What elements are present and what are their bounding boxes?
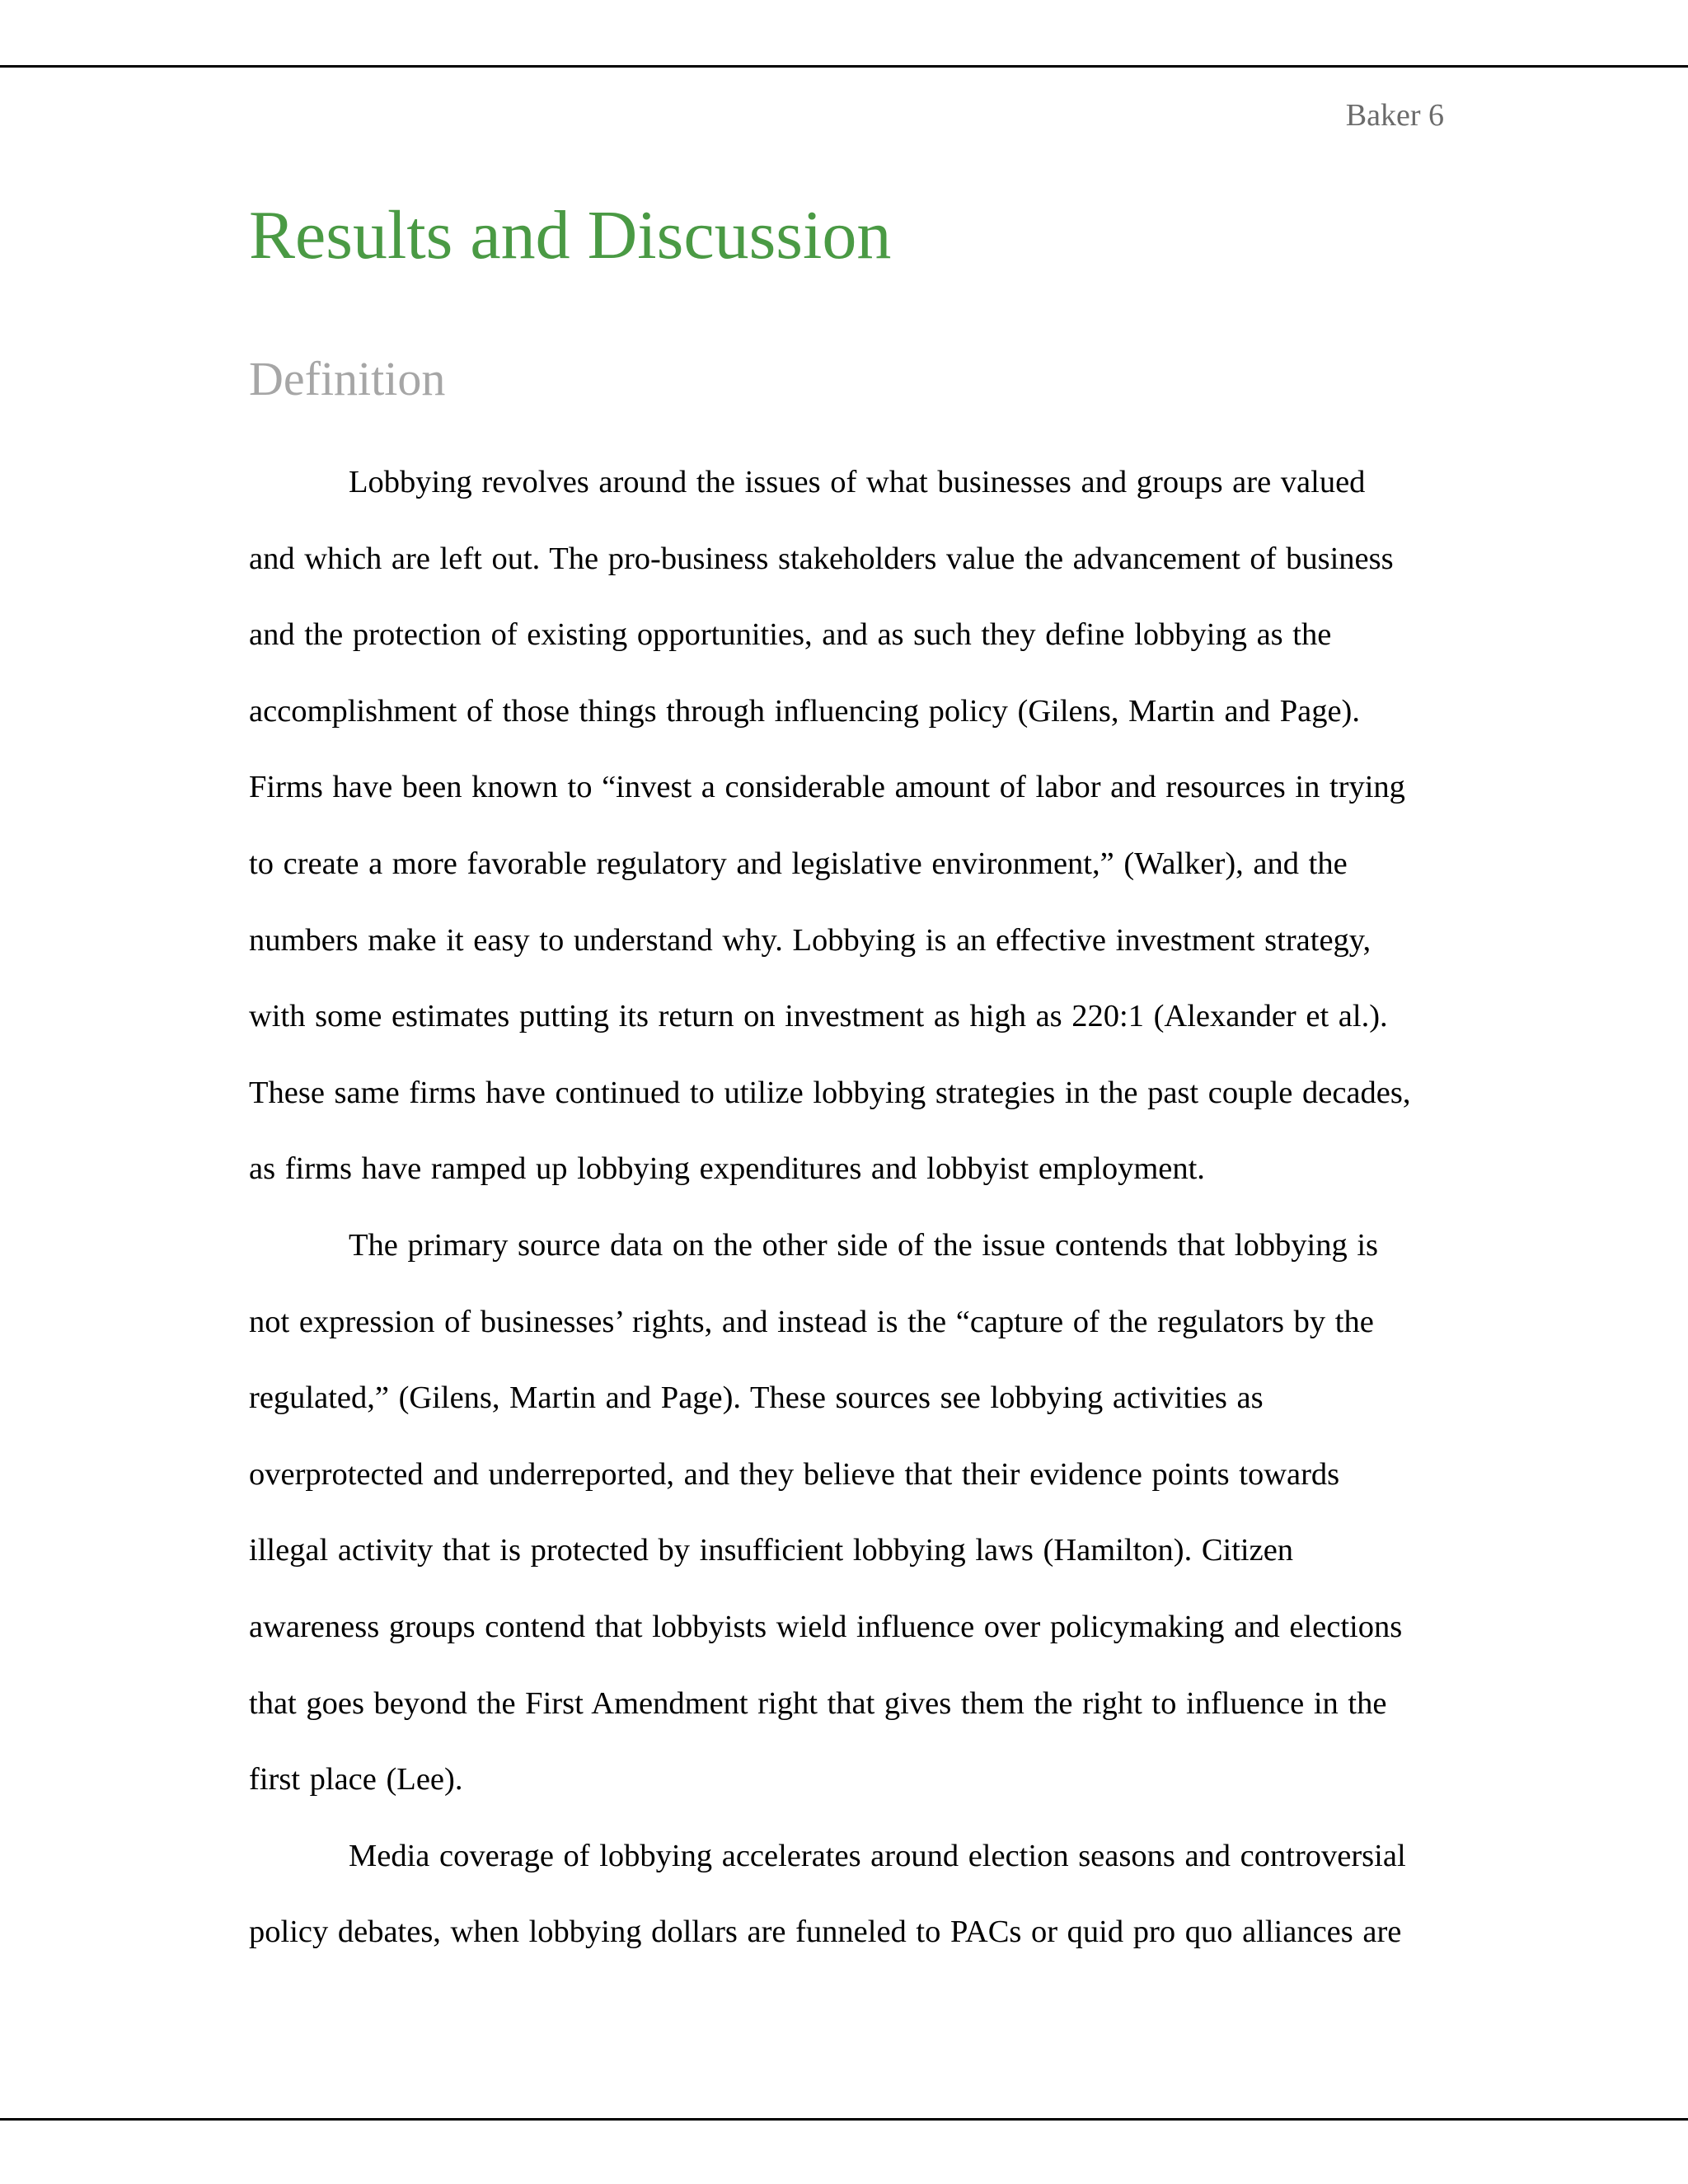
paragraph-line: Lobbying revolves around the issues of what businesses and groups are valued — [349, 465, 1366, 499]
paragraph-line: regulated,” (Gilens, Martin and Page). These sources see lobbying activities as — [249, 1380, 1264, 1416]
paragraph-line: that goes beyond the First Amendment right that gives them the right to influence in the — [249, 1685, 1387, 1721]
page-bottom-rule — [0, 2118, 1688, 2121]
section-title: Results and Discussion — [249, 197, 892, 274]
paragraph-2 — [249, 1225, 1444, 1835]
paragraph-line: overprotected and underreported, and they believe that their evidence points towards — [249, 1456, 1340, 1492]
paragraph-line: and the protection of existing opportunities, and as such they define lobbying as the — [249, 617, 1332, 653]
paragraph-line: awareness groups contend that lobbyists wield influence over policymaking and elections — [249, 1609, 1403, 1644]
paragraph-line: not expression of businesses’ rights, and instead is the “capture of the regulators by the — [249, 1304, 1374, 1339]
running-head: Baker 6 — [1345, 98, 1444, 133]
paragraph-line: numbers make it easy to understand why. Lobbying is an effective investment strategy, — [249, 922, 1372, 958]
paragraph-3 — [249, 1835, 1444, 1988]
paragraph-line: first place (Lee). — [249, 1762, 463, 1797]
paragraph-line: Media coverage of lobbying accelerates around election seasons and controversial — [349, 1838, 1406, 1873]
paragraph-line: as firms have ramped up lobbying expenditures and lobbyist employment. — [249, 1151, 1205, 1187]
paragraph-line: and which are left out. The pro-business stakeholders value the advancement of business — [249, 541, 1394, 576]
paragraph-line: with some estimates putting its return on investment as high as 220:1 (Alexander et al.). — [249, 999, 1388, 1034]
paragraph-line: to create a more favorable regulatory and legislative environment,” (Walker), and the — [249, 846, 1348, 881]
body-text — [249, 462, 1444, 1988]
paragraph-line: The primary source data on the other side of the issue contends that lobbying is — [349, 1227, 1379, 1263]
paragraph-line: accomplishment of those things through influencing policy (Gilens, Martin and Page). — [249, 693, 1360, 729]
paragraph-line: Firms have been known to “invest a considerable amount of labor and resources in trying — [249, 770, 1405, 805]
paragraph-line: policy debates, when lobbying dollars are funneled to PACs or quid pro quo alliances are — [249, 1915, 1402, 1950]
paragraph-line: illegal activity that is protected by insufficient lobbying laws (Hamilton). Citizen — [249, 1533, 1294, 1568]
subsection-title: Definition — [249, 352, 446, 405]
document-page — [249, 0, 1444, 2184]
paragraph-1 — [249, 462, 1444, 1225]
paragraph-line: These same firms have continued to utilize lobbying strategies in the past couple decades, — [249, 1075, 1411, 1110]
